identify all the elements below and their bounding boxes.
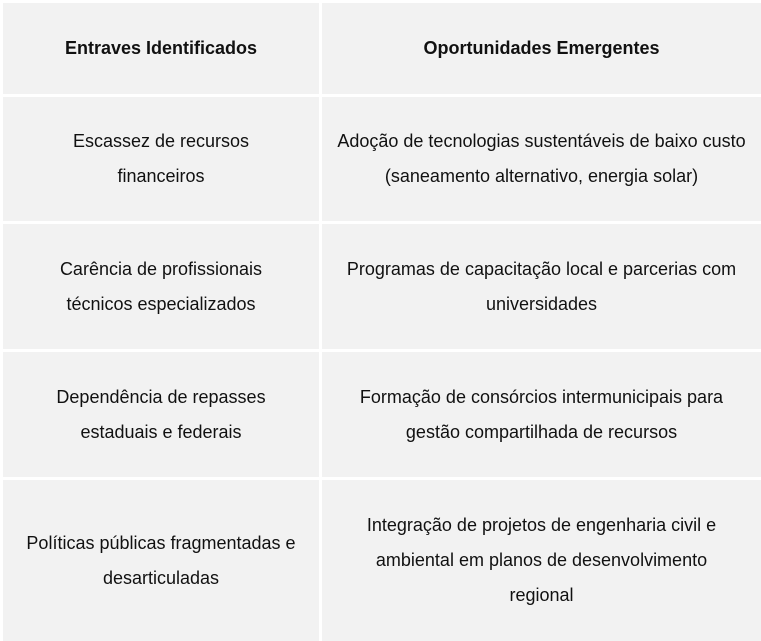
cell-oportunidade-text: Formação de consórcios intermunicipais para gestão compartilhada de recursos xyxy=(359,386,724,442)
cell-entrave-text: Escassez de recursos financeiros xyxy=(72,131,250,186)
cell-entrave-text: Dependência de repasses estaduais e federais xyxy=(56,386,266,442)
cell-entrave xyxy=(3,480,319,641)
cell-oportunidade-text: Adoção de tecnologias sustentáveis de baixo custo (saneamento alternativo, energia solar) xyxy=(337,131,746,186)
cell-entrave xyxy=(3,224,319,349)
cell-oportunidade xyxy=(322,224,761,349)
header-entraves xyxy=(3,3,319,94)
cell-oportunidade xyxy=(322,97,761,221)
header-oportunidades-label: Oportunidades Emergentes xyxy=(423,38,660,58)
cell-oportunidade-text: Integração de projetos de engenharia civil e ambiental em planos de desenvolvimento regional xyxy=(366,515,717,605)
cell-entrave xyxy=(3,352,319,477)
header-oportunidades xyxy=(322,3,761,94)
table-row xyxy=(0,352,761,477)
table-header-row xyxy=(0,3,761,94)
cell-oportunidade-text: Programas de capacitação local e parcerias com universidades xyxy=(346,258,737,314)
cell-entrave-text: Carência de profissionais técnicos especializados xyxy=(59,258,263,314)
cell-entrave-text: Políticas públicas fragmentadas e desarticuladas xyxy=(26,532,296,588)
table-row xyxy=(0,224,761,349)
cell-oportunidade xyxy=(322,352,761,477)
table-row xyxy=(0,480,761,641)
cell-oportunidade xyxy=(322,480,761,641)
table-row xyxy=(0,97,761,221)
header-entraves-label: Entraves Identificados xyxy=(64,38,258,58)
cell-entrave xyxy=(3,97,319,221)
